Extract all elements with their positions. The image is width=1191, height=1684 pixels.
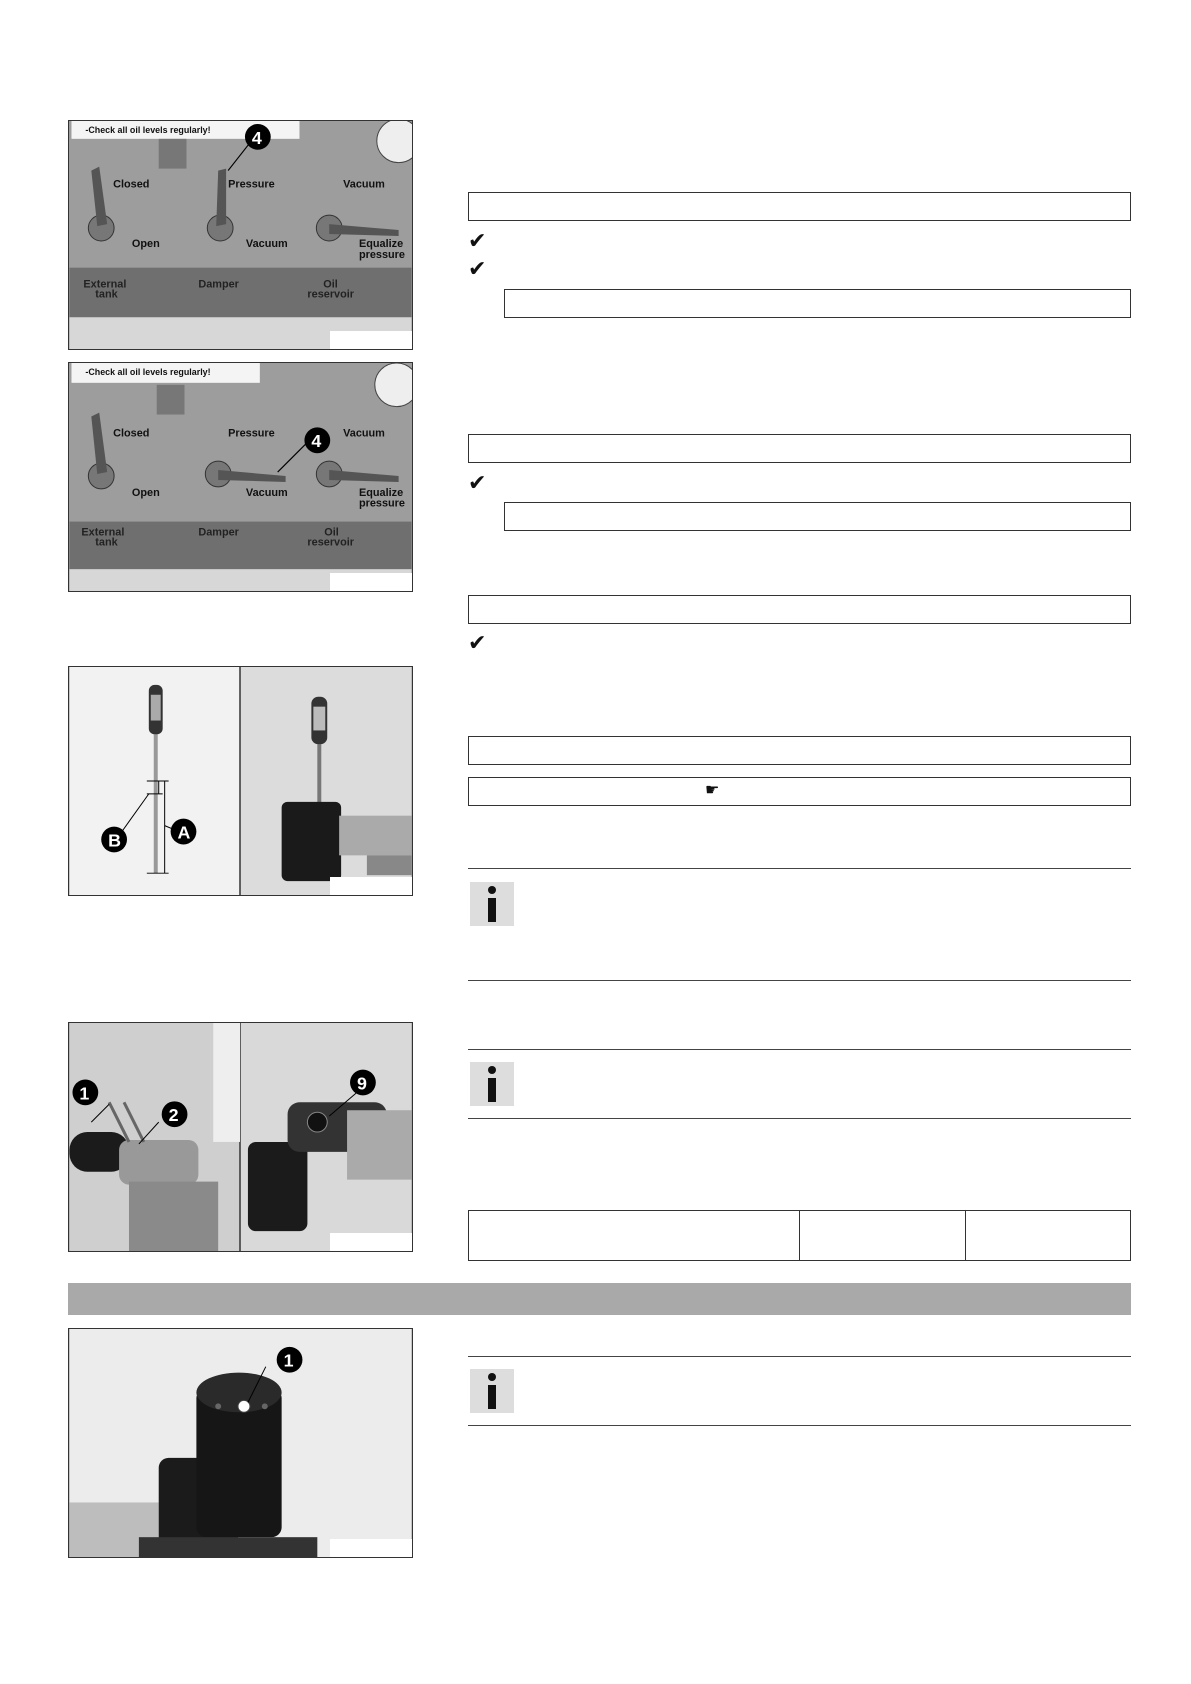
svg-text:Vacuum: Vacuum [245,237,288,250]
panel-illustration [69,121,412,349]
svg-text:External: External [83,278,127,291]
svg-text:A: A [177,822,191,843]
svg-text:Closed: Closed [113,178,150,191]
svg-text:Pressure: Pressure [228,178,275,191]
instruction-box [468,736,1131,765]
info-icon [470,882,514,926]
instruction-box [468,192,1131,221]
divider [468,868,1131,869]
svg-text:reservoir: reservoir [307,536,355,549]
svg-text:Vacuum: Vacuum [245,486,288,499]
svg-text:Damper: Damper [198,526,239,539]
figure-id-tag [330,331,412,349]
specification-box [504,502,1131,531]
photo-vacuum-pump-panel-vacuum [68,362,413,592]
svg-text:Oil: Oil [324,526,339,539]
reference-box [468,777,1131,806]
figure-id-tag [330,1233,412,1251]
svg-text:Closed: Closed [113,427,150,440]
section-heading-bar [68,1283,1131,1315]
table-divider [799,1211,800,1260]
panel-illustration [69,363,412,591]
svg-text:B: B [108,830,122,851]
svg-text:Vacuum: Vacuum [343,178,385,191]
svg-text:External: External [81,526,125,539]
table-divider [965,1211,966,1260]
pointing-hand-icon: ☛ [705,782,720,799]
svg-text:Pressure: Pressure [228,427,275,440]
checkmark-icon: ✔ [468,228,487,253]
checkmark-icon: ✔ [468,256,487,281]
figure-id-tag [330,1539,412,1557]
instruction-box [468,595,1131,624]
instruction-box [468,434,1131,463]
panel-notice: -Check all oil levels regularly! [85,366,211,377]
divider [468,980,1131,981]
checkmark-icon: ✔ [468,630,487,655]
divider [468,1118,1131,1119]
divider [468,1356,1131,1357]
divider [468,1425,1131,1426]
svg-text:1: 1 [79,1083,90,1104]
svg-text:Oil: Oil [323,278,338,291]
photo-vacuum-pump-panel-pressure [68,120,413,350]
svg-text:tank: tank [95,288,118,301]
figure-id-tag [330,573,412,591]
divider [468,1049,1131,1050]
svg-text:4: 4 [251,127,262,148]
svg-text:2: 2 [168,1105,179,1126]
svg-text:pressure: pressure [358,497,405,510]
svg-text:9: 9 [356,1073,367,1094]
svg-text:tank: tank [95,536,118,549]
svg-text:reservoir: reservoir [307,288,355,301]
screwdriver-illustration [69,667,412,895]
specification-box [504,289,1131,318]
info-icon [470,1062,514,1106]
svg-text:pressure: pressure [358,248,405,261]
svg-text:Damper: Damper [198,278,239,291]
photo-screwdriver-depth-gauge [68,666,413,896]
specification-table [468,1210,1131,1261]
svg-text:Equalize: Equalize [358,237,404,250]
svg-text:Open: Open [131,486,160,499]
photo-spring-tool-procedure [68,1022,413,1252]
checkmark-icon: ✔ [468,470,487,495]
svg-text:4: 4 [311,431,322,452]
panel-notice: -Check all oil levels regularly! [85,124,211,135]
damper-illustration [69,1329,412,1557]
photo-damper-top-valve [68,1328,413,1558]
spring-tool-illustration [69,1023,412,1251]
svg-text:Vacuum: Vacuum [343,427,385,440]
svg-text:Equalize: Equalize [358,486,404,499]
figure-id-tag [330,877,412,895]
svg-text:Open: Open [131,237,160,250]
svg-text:1: 1 [283,1350,294,1371]
info-icon [470,1369,514,1413]
